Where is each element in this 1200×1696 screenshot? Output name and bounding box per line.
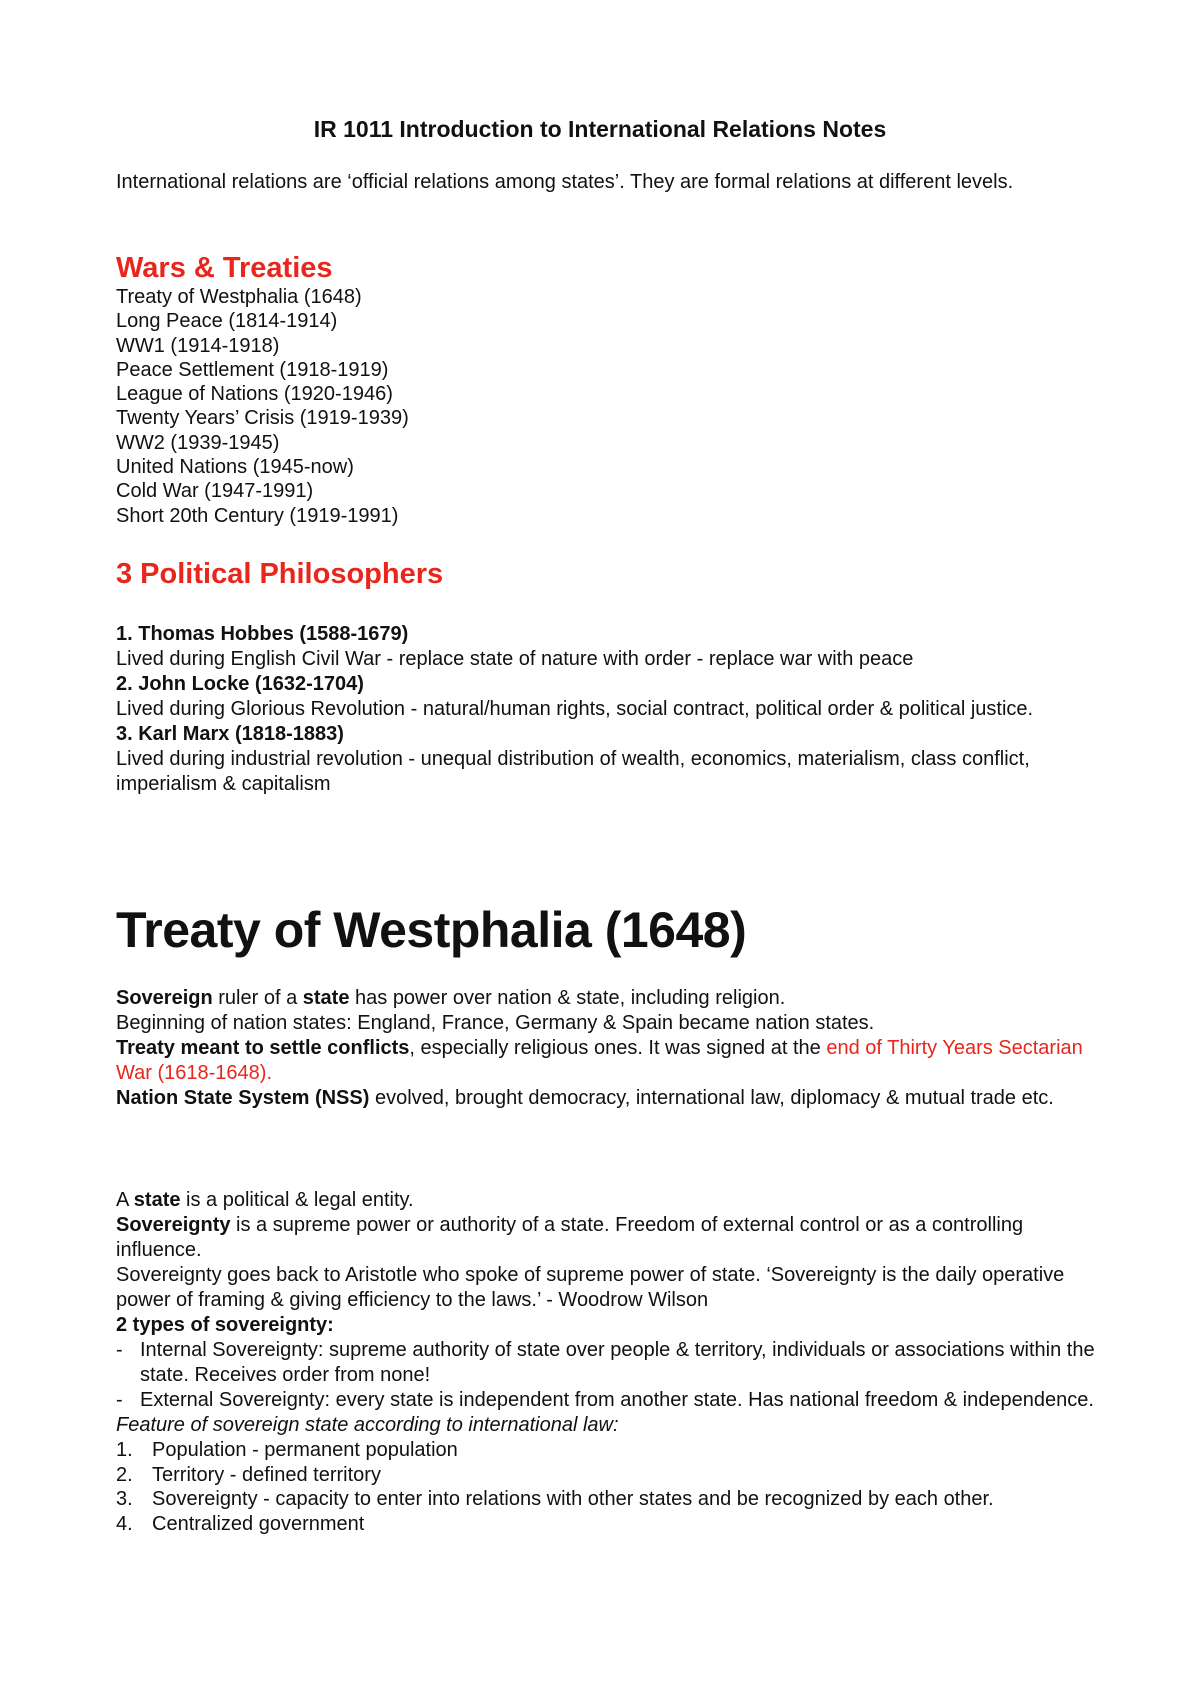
text-span: ruler of a (212, 987, 303, 1009)
text-span: evolved, brought democracy, international law, diplomacy & mutual trade etc. (369, 1087, 1054, 1109)
wars-list (116, 285, 409, 528)
types-heading (116, 1313, 1096, 1338)
philosophers-list (116, 622, 1096, 797)
treaty-paragraph-4 (116, 1086, 1096, 1111)
philosopher-name-text: 2. John Locke (1632-1704) (116, 673, 364, 695)
bold-term: Sovereign (116, 987, 213, 1009)
treaty-paragraph-1 (116, 986, 1096, 1011)
list-item (116, 1487, 1096, 1512)
features-list (116, 1438, 1096, 1536)
philosopher-name (116, 722, 1096, 747)
bold-term: Nation State System (NSS) (116, 1087, 370, 1109)
sovereignty-types-list (116, 1338, 1096, 1413)
philosopher-name (116, 672, 1096, 697)
list-number: 3. (116, 1488, 133, 1510)
text-span: , especially religious ones. It was signed at the (409, 1037, 827, 1059)
bold-term: Sovereignty (116, 1214, 231, 1236)
sovereignty-history: Sovereignty goes back to Aristotle who spoke of supreme power of state. ‘Sovereignty is the daily operative power of framing & giving efficiency to the laws.’ - Woodrow Wilson (116, 1264, 1065, 1311)
list-item: Peace Settlement (1918-1919) (116, 358, 389, 381)
list-item (116, 1388, 1096, 1413)
state-section (116, 1188, 1096, 1536)
bold-term: state (302, 987, 350, 1009)
treaty-heading: Treaty of Westphalia (1648) (116, 902, 747, 958)
highlight-text: end of Thirty Years Sectarian War (1618-1648). (116, 1037, 1083, 1084)
list-item: Treaty of Westphalia (1648) (116, 286, 362, 308)
features-heading (116, 1413, 1096, 1438)
dash-bullet: - (116, 1339, 123, 1361)
list-item-text: External Sovereignty: every state is independent from another state. Has national freedom & independence. (140, 1389, 1094, 1411)
list-item-text: Sovereignty - capacity to enter into relations with other states and be recognized by each other. (152, 1488, 994, 1510)
list-item: WW1 (1914-1918) (116, 334, 280, 357)
list-item (116, 1463, 1096, 1488)
list-item (116, 1438, 1096, 1463)
list-item: Long Peace (1814-1914) (116, 310, 338, 333)
bold-term: Treaty meant to settle conflicts (116, 1037, 410, 1059)
bold-term: state (133, 1189, 181, 1211)
philosopher-desc: Lived during Glorious Revolution - natural/human rights, social contract, political order & political justice. (116, 698, 1034, 720)
text-span: is a supreme power or authority of a state. Freedom of external control or as a controlling influence. (116, 1214, 1024, 1261)
list-item: Cold War (1947-1991) (116, 480, 314, 503)
philosopher-name-text: 3. Karl Marx (1818-1883) (116, 723, 344, 745)
document-title: IR 1011 Introduction to International Relations Notes (313, 116, 887, 142)
philosophers-heading: 3 Political Philosophers (116, 558, 444, 590)
state-definition (116, 1188, 1096, 1213)
philosopher-desc: Lived during industrial revolution - unequal distribution of wealth, economics, materialism, class conflict, imperialism & capitalism (116, 748, 1030, 795)
list-item (116, 1338, 1096, 1388)
list-item-text: Territory - defined territory (152, 1463, 381, 1486)
list-item: WW2 (1939-1945) (116, 431, 280, 454)
list-item (116, 1512, 1096, 1537)
wars-heading: Wars & Treaties (116, 252, 333, 284)
list-number: 2. (116, 1463, 133, 1486)
text-span: A (116, 1189, 134, 1211)
list-item: League of Nations (1920-1946) (116, 383, 393, 406)
list-item-text: Centralized government (152, 1512, 365, 1535)
list-item: Short 20th Century (1919-1991) (116, 504, 399, 527)
text-span: has power over nation & state, including religion. (349, 987, 786, 1009)
list-number: 1. (116, 1439, 133, 1461)
list-number: 4. (116, 1512, 133, 1535)
bold-term: 2 types of sovereignty: (116, 1314, 334, 1336)
list-item: United Nations (1945-now) (116, 456, 354, 479)
italic-text: Feature of sovereign state according to international law: (116, 1414, 619, 1436)
sovereignty-definition (116, 1213, 1096, 1263)
philosopher-desc: Lived during English Civil War - replace state of nature with order - replace war with peace (116, 648, 914, 670)
treaty-section (116, 986, 1096, 1111)
list-item: Twenty Years’ Crisis (1919-1939) (116, 407, 409, 430)
philosopher-name-text: 1. Thomas Hobbes (1588-1679) (116, 623, 409, 645)
intro-paragraph: International relations are ‘official relations among states’. They are formal relations at different levels. (116, 171, 1014, 193)
philosopher-name (116, 622, 1096, 647)
dash-bullet: - (116, 1389, 123, 1411)
treaty-paragraph-3 (116, 1036, 1096, 1086)
list-item-text: Population - permanent population (152, 1439, 458, 1461)
treaty-paragraph-2: Beginning of nation states: England, France, Germany & Spain became nation states. (116, 1012, 875, 1034)
text-span: is a political & legal entity. (180, 1189, 414, 1211)
list-item-text: Internal Sovereignty: supreme authority of state over people & territory, individuals or associations within the state. Receives order from none! (140, 1339, 1095, 1386)
